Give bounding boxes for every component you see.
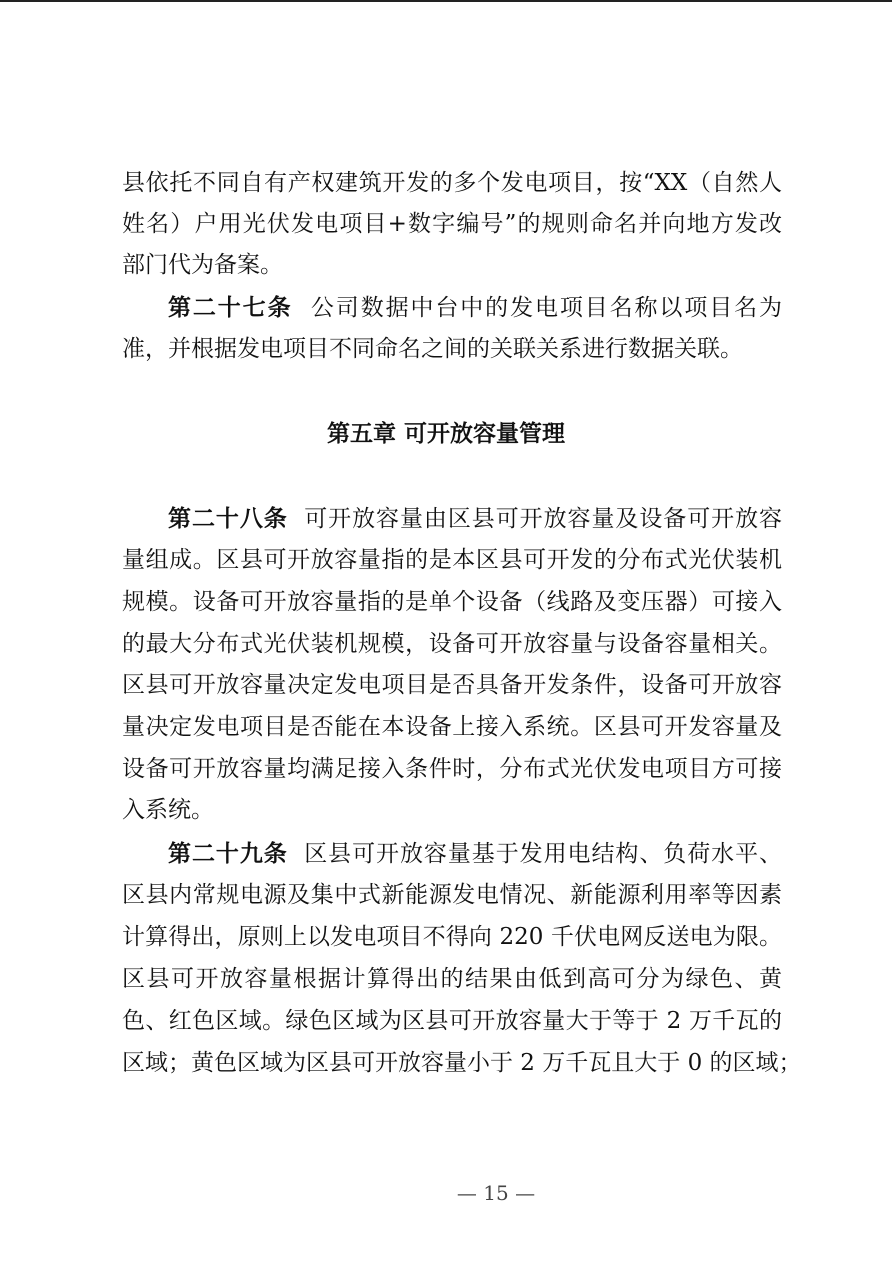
article-28-text: 可开放容量由区县可开放容量及设备可开放容 xyxy=(304,506,782,532)
article-27-first-line xyxy=(168,288,782,328)
text-line: 量决定发电项目是否能在本设备上接入系统。区县可开发容量及 xyxy=(122,714,782,740)
text-line: 计算得出，原则上以发电项目不得向 220 千伏电网反送电为限。 xyxy=(122,924,782,950)
article-27-text: 公司数据中台中的发电项目名称以项目名为 xyxy=(310,295,783,321)
article-28-label: 第二十八条 xyxy=(168,506,288,532)
text-line: 规模。设备可开放容量指的是单个设备（线路及变压器）可接入 xyxy=(122,589,782,615)
article-29-label: 第二十九条 xyxy=(168,841,288,867)
text-line: 区县可开放容量根据计算得出的结果由低到高可分为绿色、黄 xyxy=(122,966,782,992)
text-line: 姓名）户用光伏发电项目+数字编号”的规则命名并向地方发改 xyxy=(122,211,782,237)
article-29-first-line xyxy=(168,834,782,874)
page-number: — 15 — xyxy=(456,1181,536,1205)
text-line: 区县可开放容量决定发电项目是否具备开发条件，设备可开放容 xyxy=(122,672,782,698)
text-line: 设备可开放容量均满足接入条件时，分布式光伏发电项目方可接 xyxy=(122,756,782,782)
top-border xyxy=(0,0,892,2)
text-line: 色、红色区域。绿色区域为区县可开放容量大于等于 2 万千瓦的 xyxy=(122,1008,782,1034)
article-28-first-line xyxy=(168,499,782,539)
text-line: 县依托不同自有产权建筑开发的多个发电项目，按“XX（自然人 xyxy=(122,170,782,196)
text-line: 部门代为备案。 xyxy=(122,252,283,278)
text-line: 区县内常规电源及集中式新能源发电情况、新能源利用率等因素 xyxy=(122,882,782,908)
text-line: 量组成。区县可开放容量指的是本区县可开发的分布式光伏装机 xyxy=(122,547,782,573)
text-line: 准，并根据发电项目不同命名之间的关联关系进行数据关联。 xyxy=(122,336,743,362)
article-29-text: 区县可开放容量基于发用电结构、负荷水平、 xyxy=(304,841,782,867)
text-line: 的最大分布式光伏装机规模，设备可开放容量与设备容量相关。 xyxy=(122,631,782,657)
text-line: 区域；黄色区域为区县可开放容量小于 2 万千瓦且大于 0 的区域； xyxy=(122,1050,802,1076)
text-line: 入系统。 xyxy=(122,797,214,823)
chapter-heading: 第五章 可开放容量管理 xyxy=(326,421,565,447)
article-27-label: 第二十七条 xyxy=(168,295,293,321)
